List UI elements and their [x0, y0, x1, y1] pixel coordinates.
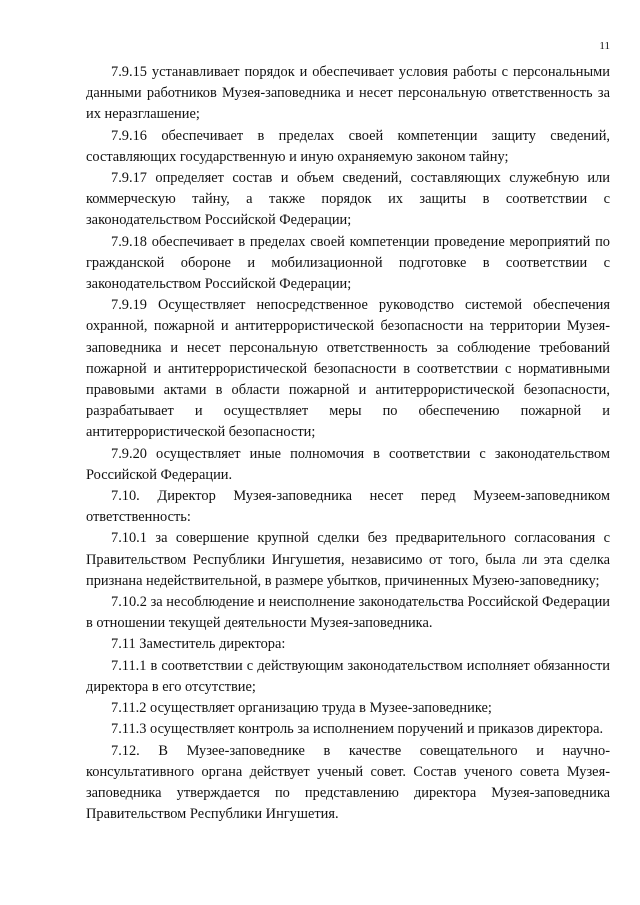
paragraph-7-10-2: 7.10.2 за несоблюдение и неисполнение законодательства Российской Федерации в отношении текущей деятельности Музея-заповедника. [86, 594, 610, 632]
paragraph-7-11-2: 7.11.2 осуществляет организацию труда в Музее-заповеднике; [111, 700, 492, 717]
paragraph-7-9-19: 7.9.19 Осуществляет непосредственное руководство системой обеспечения охранной, пожарной и антитеррористической безопасности на территории Музея-заповедника и несет персональную ответственность за соблюдение требований пожарной и антитеррористической безопасности в соответствии с нормативными правовыми актами в области пожарной и антитеррористической безопасности, разрабатывает и осуществляет меры по обеспечению пожарной и антитеррористической безопасности; [86, 297, 610, 441]
paragraph-7-11: 7.11 Заместитель директора: [111, 636, 286, 653]
paragraph-7-9-18: 7.9.18 обеспечивает в пределах своей компетенции проведение мероприятий по гражданской обороне и мобилизационной подготовке в соответствии с законодательством Российской Федерации; [86, 233, 610, 293]
paragraph-7-11-1: 7.11.1 в соответствии с действующим законодательством исполняет обязанности директора в его отсутствие; [86, 657, 610, 695]
paragraph-7-11-3: 7.11.3 осуществляет контроль за исполнением поручений и приказов директора. [111, 721, 604, 738]
paragraph-7-9-16: 7.9.16 обеспечивает в пределах своей компетенции защиту сведений, составляющих государственную и иную охраняемую законом тайну; [86, 127, 610, 165]
paragraph-7-10-1: 7.10.1 за совершение крупной сделки без предварительного согласования с Правительством Республики Ингушетия, независимо от того, была ли эта сделка признана недействительной, в размере убытков, причиненных Музею-заповеднику; [86, 530, 610, 589]
paragraph-7-10: 7.10. Директор Музея-заповедника несет перед Музеем-заповедником ответственность: [86, 488, 610, 526]
paragraph-7-9-17: 7.9.17 определяет состав и объем сведений, составляющих служебную или коммерческую тайну, а также порядок их защиты в соответствии с законодательством Российской Федерации; [86, 170, 610, 229]
page-number: 11 [599, 40, 610, 52]
paragraph-7-12: 7.12. В Музее-заповеднике в качестве совещательного и научно-консультативного органа действует ученый совет. Состав ученого совета Музея-заповедника утверждается по представлению директора Музея-заповедника Правительством Республики Ингушетия. [86, 742, 610, 823]
paragraph-7-9-20: 7.9.20 осуществляет иные полномочия в соответствии с законодательством Российской Федерации. [86, 445, 610, 483]
paragraph-7-9-15: 7.9.15 устанавливает порядок и обеспечивает условия работы с персональными данными работников Музея-заповедника и несет персональную ответственность за их неразглашение; [86, 64, 610, 123]
document-body [86, 62, 610, 825]
